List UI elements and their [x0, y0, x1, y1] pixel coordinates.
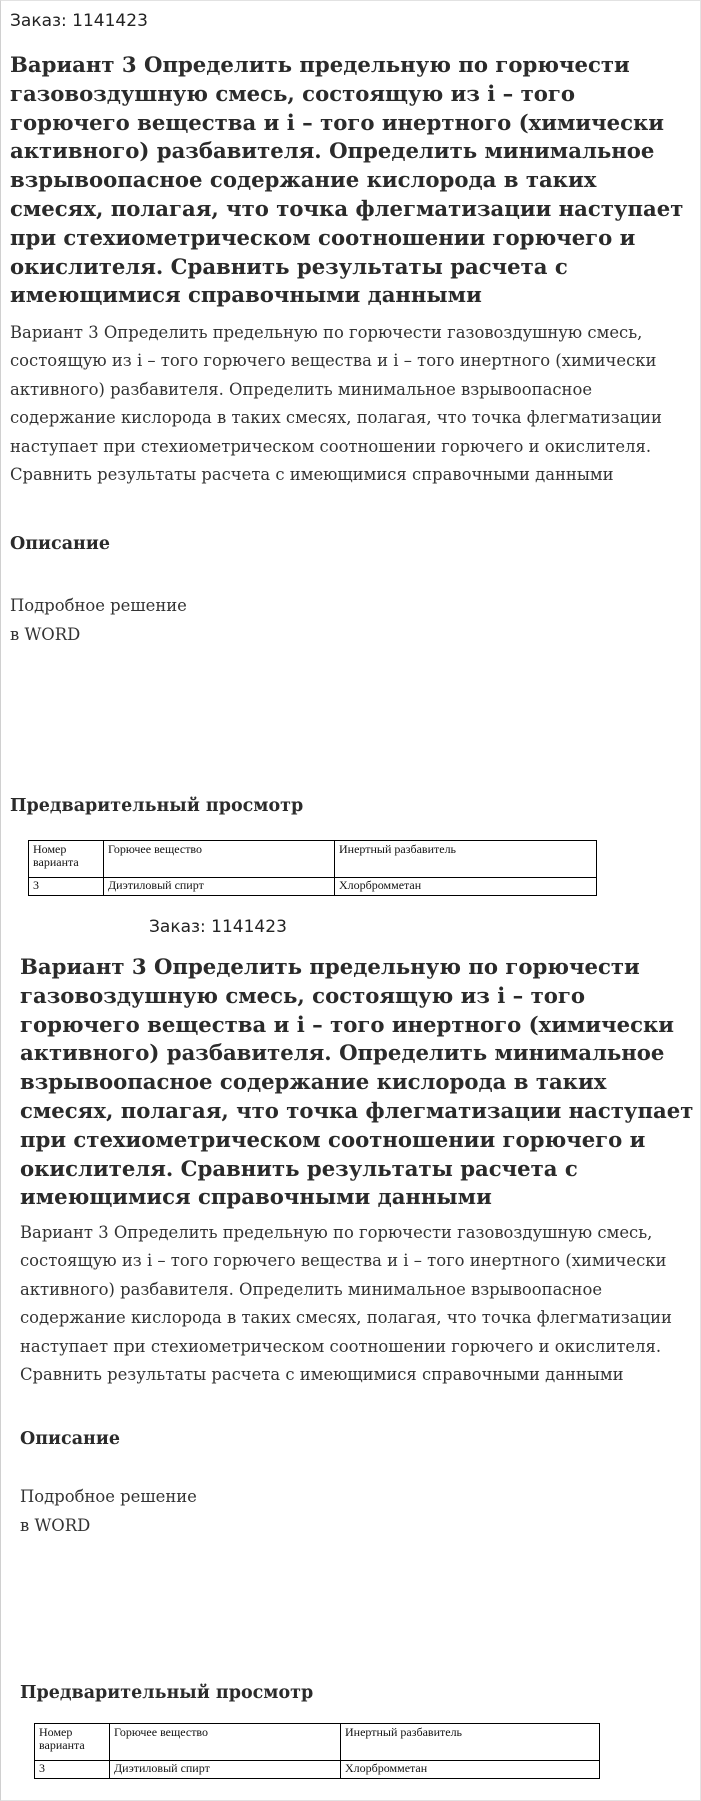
order-number: Заказ: 1141423: [10, 11, 148, 31]
column-header: Горючее вещество: [110, 1724, 341, 1761]
description-line: в WORD: [10, 625, 81, 644]
column-header: Инертный разбавитель: [335, 841, 597, 878]
preview-table: [34, 1723, 600, 1779]
preview-heading: Предварительный просмотр: [20, 1683, 314, 1703]
table-cell: Хлорбромметан: [335, 878, 597, 896]
order-description: Вариант 3 Определить предельную по горючести газовоздушную смесь, состоящую из i – того горючего вещества и i – того инертного (химически активного) разбавителя. Определить минимальное взрывоопасное содержание кислорода в таких смесях, полагая, что точка флегматизации наступает при стехиометрическом соотношении горючего и окислителя. Сравнить результаты расчета с имеющимися справочными данными: [10, 323, 662, 485]
preview-heading: Предварительный просмотр: [10, 796, 304, 816]
column-header: Номер варианта: [29, 841, 104, 878]
order-title: Вариант 3 Определить предельную по горючести газовоздушную смесь, состоящую из i – того горючего вещества и i – того инертного (химически активного) разбавителя. Определить минимальное взрывоопасное содержание кислорода в таких смесях, полагая, что точка флегматизации наступает при стехиометрическом соотношении горючего и окислителя. Сравнить результаты расчета с имеющимися справочными данными: [20, 954, 694, 1210]
description-heading: Описание: [20, 1429, 120, 1449]
table-cell: Хлорбромметан: [341, 1761, 600, 1779]
description-line: Подробное решение: [20, 1487, 197, 1506]
table-row: [35, 1761, 600, 1779]
description-line: Подробное решение: [10, 596, 187, 615]
table-row: [29, 878, 597, 896]
order-title: Вариант 3 Определить предельную по горючести газовоздушную смесь, состоящую из i – того горючего вещества и i – того инертного (химически активного) разбавителя. Определить минимальное взрывоопасное содержание кислорода в таких смесях, полагая, что точка флегматизации наступает при стехиометрическом соотношении горючего и окислителя. Сравнить результаты расчета с имеющимися справочными данными: [10, 52, 684, 308]
table-header-row: [29, 841, 597, 878]
order-description: Вариант 3 Определить предельную по горючести газовоздушную смесь, состоящую из i – того горючего вещества и i – того инертного (химически активного) разбавителя. Определить минимальное взрывоопасное содержание кислорода в таких смесях, полагая, что точка флегматизации наступает при стехиометрическом соотношении горючего и окислителя. Сравнить результаты расчета с имеющимися справочными данными: [20, 1223, 672, 1385]
table-header-row: [35, 1724, 600, 1761]
table-cell: 3: [35, 1761, 110, 1779]
column-header: Номер варианта: [35, 1724, 110, 1761]
order-number: Заказ: 1141423: [149, 917, 287, 937]
table-cell: Диэтиловый спирт: [104, 878, 335, 896]
description-heading: Описание: [10, 534, 110, 554]
column-header: Горючее вещество: [104, 841, 335, 878]
table-cell: 3: [29, 878, 104, 896]
description-line: в WORD: [20, 1516, 91, 1535]
preview-table: [28, 840, 597, 896]
table-cell: Диэтиловый спирт: [110, 1761, 341, 1779]
column-header: Инертный разбавитель: [341, 1724, 600, 1761]
